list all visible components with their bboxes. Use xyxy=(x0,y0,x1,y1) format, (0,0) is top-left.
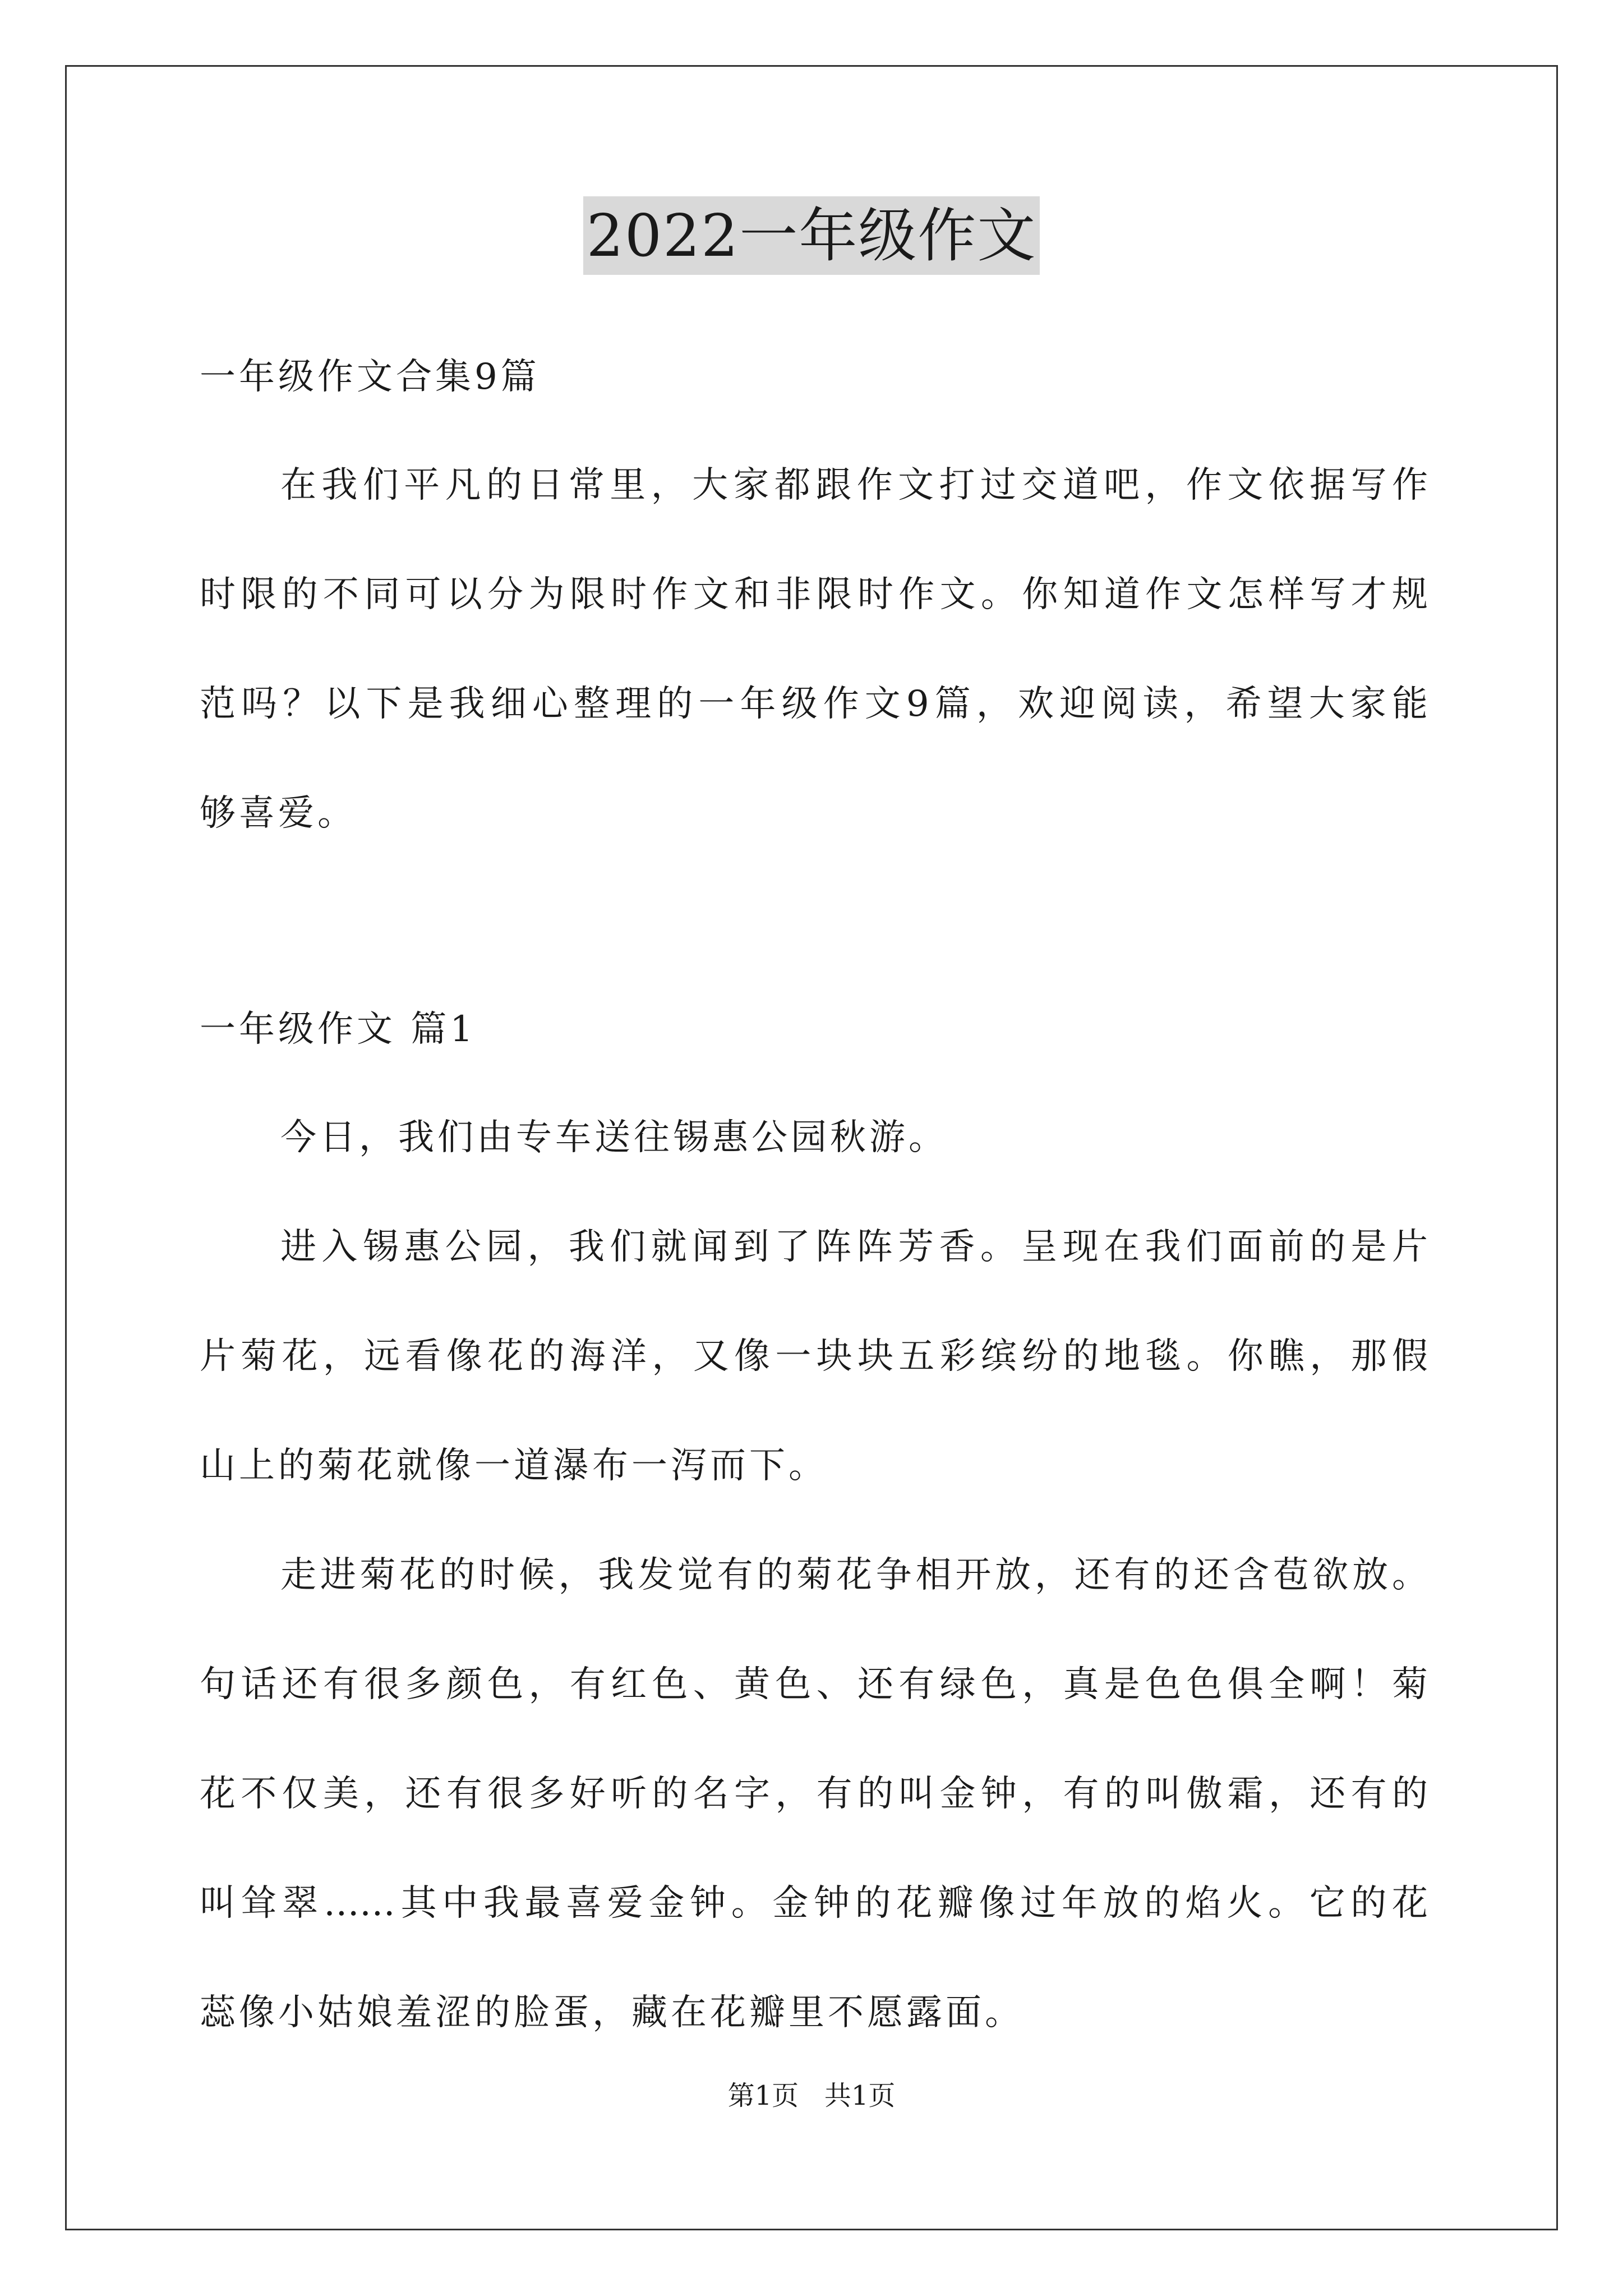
paragraph-3-line-5: 蕊像小姑娘羞涩的脸蛋，藏在花瓣里不愿露面。 xyxy=(200,1992,1024,2033)
paragraph-2-line-3: 山上的菊花就像一道瀑布一泻而下。 xyxy=(200,1445,828,1487)
title-container xyxy=(0,196,1623,275)
intro-line-2: 时限的不同可以分为限时作文和非限时作文。你知道作文怎样写才规 xyxy=(200,574,1428,615)
section-heading: 一年级作文 篇1 xyxy=(200,1009,477,1050)
intro-line-4: 够喜爱。 xyxy=(200,793,357,834)
intro-line-1: 在我们平凡的日常里，大家都跟作文打过交道吧，作文依据写作 xyxy=(280,464,1428,506)
paragraph-2-line-1: 进入锡惠公园，我们就闻到了阵阵芳香。呈现在我们面前的是片 xyxy=(280,1226,1428,1268)
paragraph-2-line-2: 片菊花，远看像花的海洋，又像一块块五彩缤纷的地毯。你瞧，那假 xyxy=(200,1336,1428,1377)
document-title: 2022一年级作文 xyxy=(583,196,1040,275)
paragraph-3-line-1: 走进菊花的时候，我发觉有的菊花争相开放，还有的还含苞欲放。 xyxy=(280,1554,1428,1596)
collection-subtitle: 一年级作文合集9篇 xyxy=(200,356,540,398)
page-footer: 第1页 共1页 xyxy=(727,2080,896,2111)
paragraph-3-line-4: 叫耸翠……其中我最喜爱金钟。金钟的花瓣像过年放的焰火。它的花 xyxy=(200,1883,1428,1924)
paragraph-3-line-3: 花不仅美，还有很多好听的名字，有的叫金钟，有的叫傲霜，还有的 xyxy=(200,1773,1428,1815)
intro-line-3: 范吗？以下是我细心整理的一年级作文9篇，欢迎阅读，希望大家能 xyxy=(200,683,1428,725)
paragraph-1-line-1: 今日，我们由专车送往锡惠公园秋游。 xyxy=(280,1117,948,1158)
paragraph-3-line-2: 句话还有很多颜色，有红色、黄色、还有绿色，真是色色俱全啊！菊 xyxy=(200,1664,1428,1705)
